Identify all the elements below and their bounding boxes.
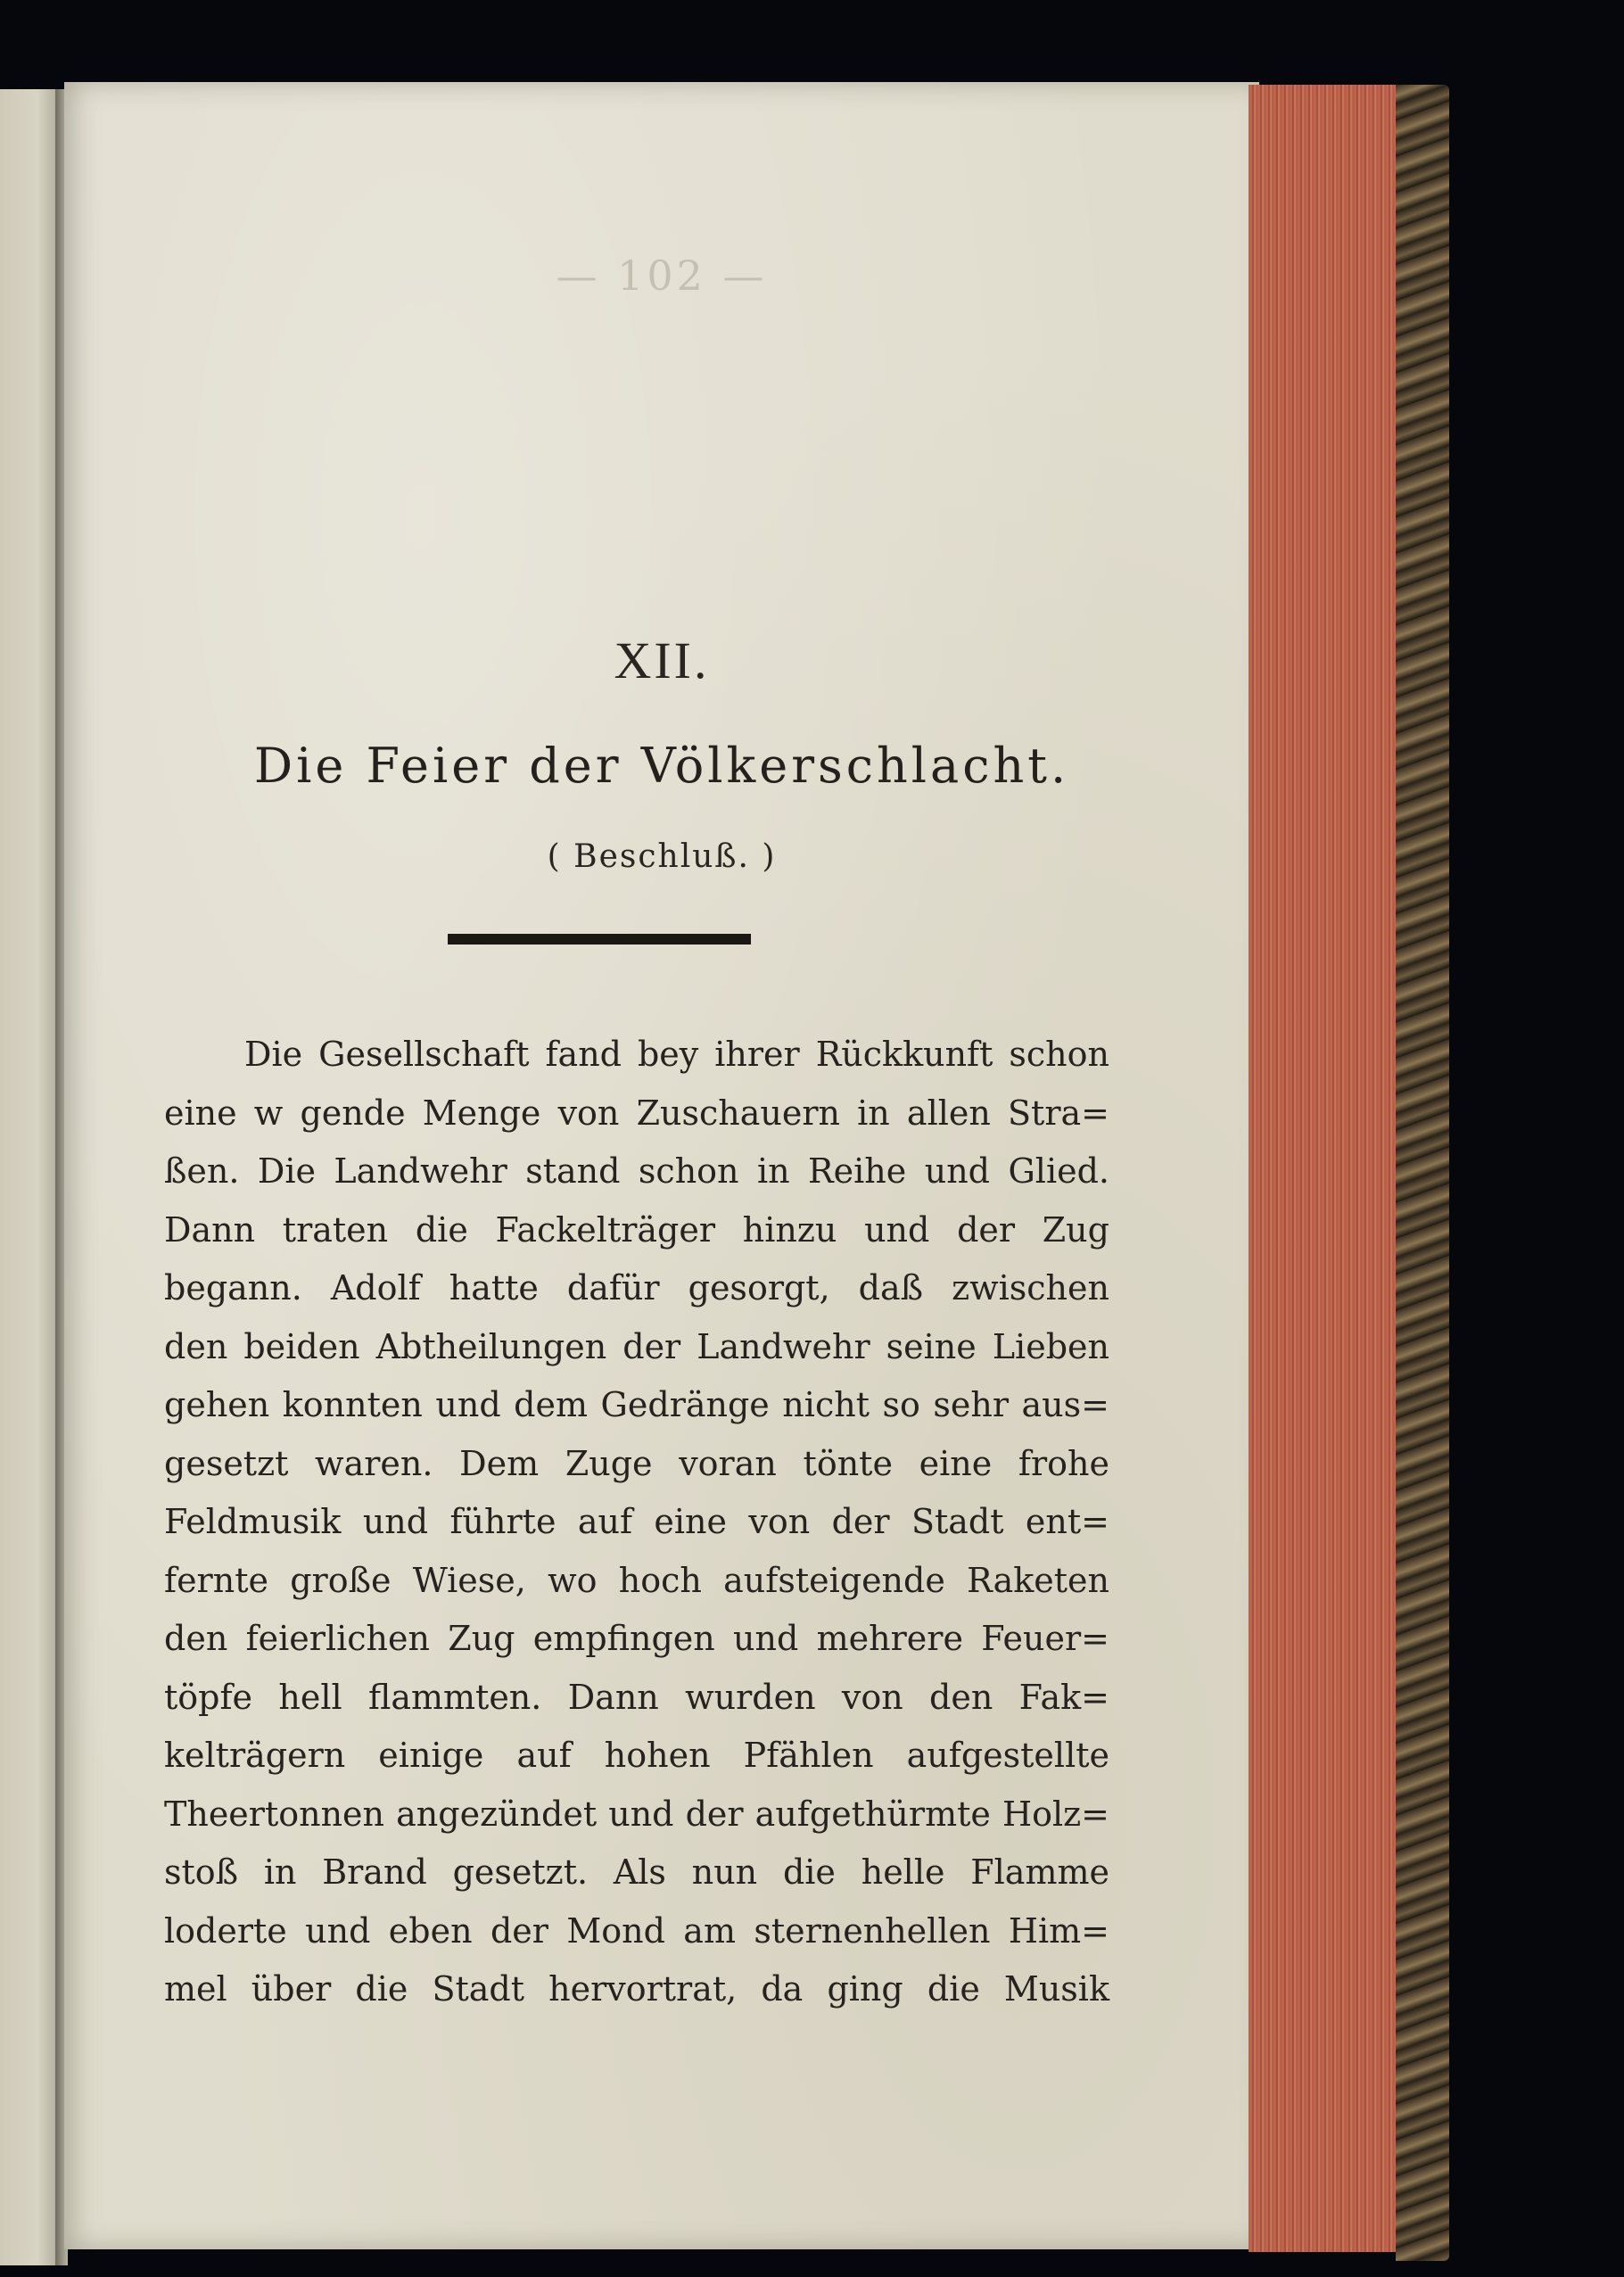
page-number: — 102 —	[556, 252, 768, 300]
text-line: gehen konnten und dem Gedränge nicht so sehr aus=	[164, 1385, 1109, 1424]
text-line: begann. Adolf hatte dafür gesorgt, daß zwischen	[164, 1268, 1109, 1308]
text-line: fernte große Wiese, wo hoch aufsteigende Raketen	[164, 1560, 1109, 1600]
text-line: töpfe hell flammten. Dann wurden von den Fak=	[164, 1677, 1109, 1717]
previous-page-edge	[0, 89, 62, 2265]
text-line: Die Gesellschaft fand bey ihrer Rückkunft schon	[244, 1035, 1109, 1074]
conclusion-note: ( Beschluß. )	[547, 838, 777, 875]
page-edges	[1249, 85, 1400, 2252]
chapter-title: Die Feier der Völkerschlacht.	[253, 738, 1070, 794]
marbled-cover	[1396, 85, 1449, 2261]
text-line: Dann traten die Fackelträger hinzu und der Zug	[164, 1209, 1109, 1250]
chapter-number: XII.	[614, 631, 710, 689]
text-line: eine w gende Menge von Zuschauern in allen Stra=	[164, 1093, 1109, 1133]
text-line: den beiden Abtheilungen der Landwehr seine Lieben	[164, 1326, 1109, 1366]
text-line: Feldmusik und führte auf eine von der Stadt ent=	[164, 1502, 1109, 1541]
text-line: loderte und eben der Mond am sternenhellen Him=	[164, 1910, 1109, 1951]
text-line: ßen. Die Landwehr stand schon in Reihe und Glied.	[164, 1151, 1109, 1191]
body-text	[164, 1026, 1109, 2019]
text-line: den feierlichen Zug empfingen und mehrere Feuer=	[164, 1619, 1109, 1658]
section-rule	[448, 934, 751, 945]
text-line: stoß in Brand gesetzt. Als nun die helle Flamme	[164, 1852, 1109, 1892]
text-line: gesetzt waren. Dem Zuge voran tönte eine frohe	[164, 1443, 1109, 1483]
text-line: kelträgern einige auf hohen Pfählen aufgestellte	[164, 1736, 1109, 1775]
text-line: Theertonnen angezündet und der aufgethürmte Holz=	[164, 1794, 1109, 1834]
book-page	[64, 82, 1259, 2249]
text-line: mel über die Stadt hervortrat, da ging die Musik	[164, 1969, 1109, 2009]
